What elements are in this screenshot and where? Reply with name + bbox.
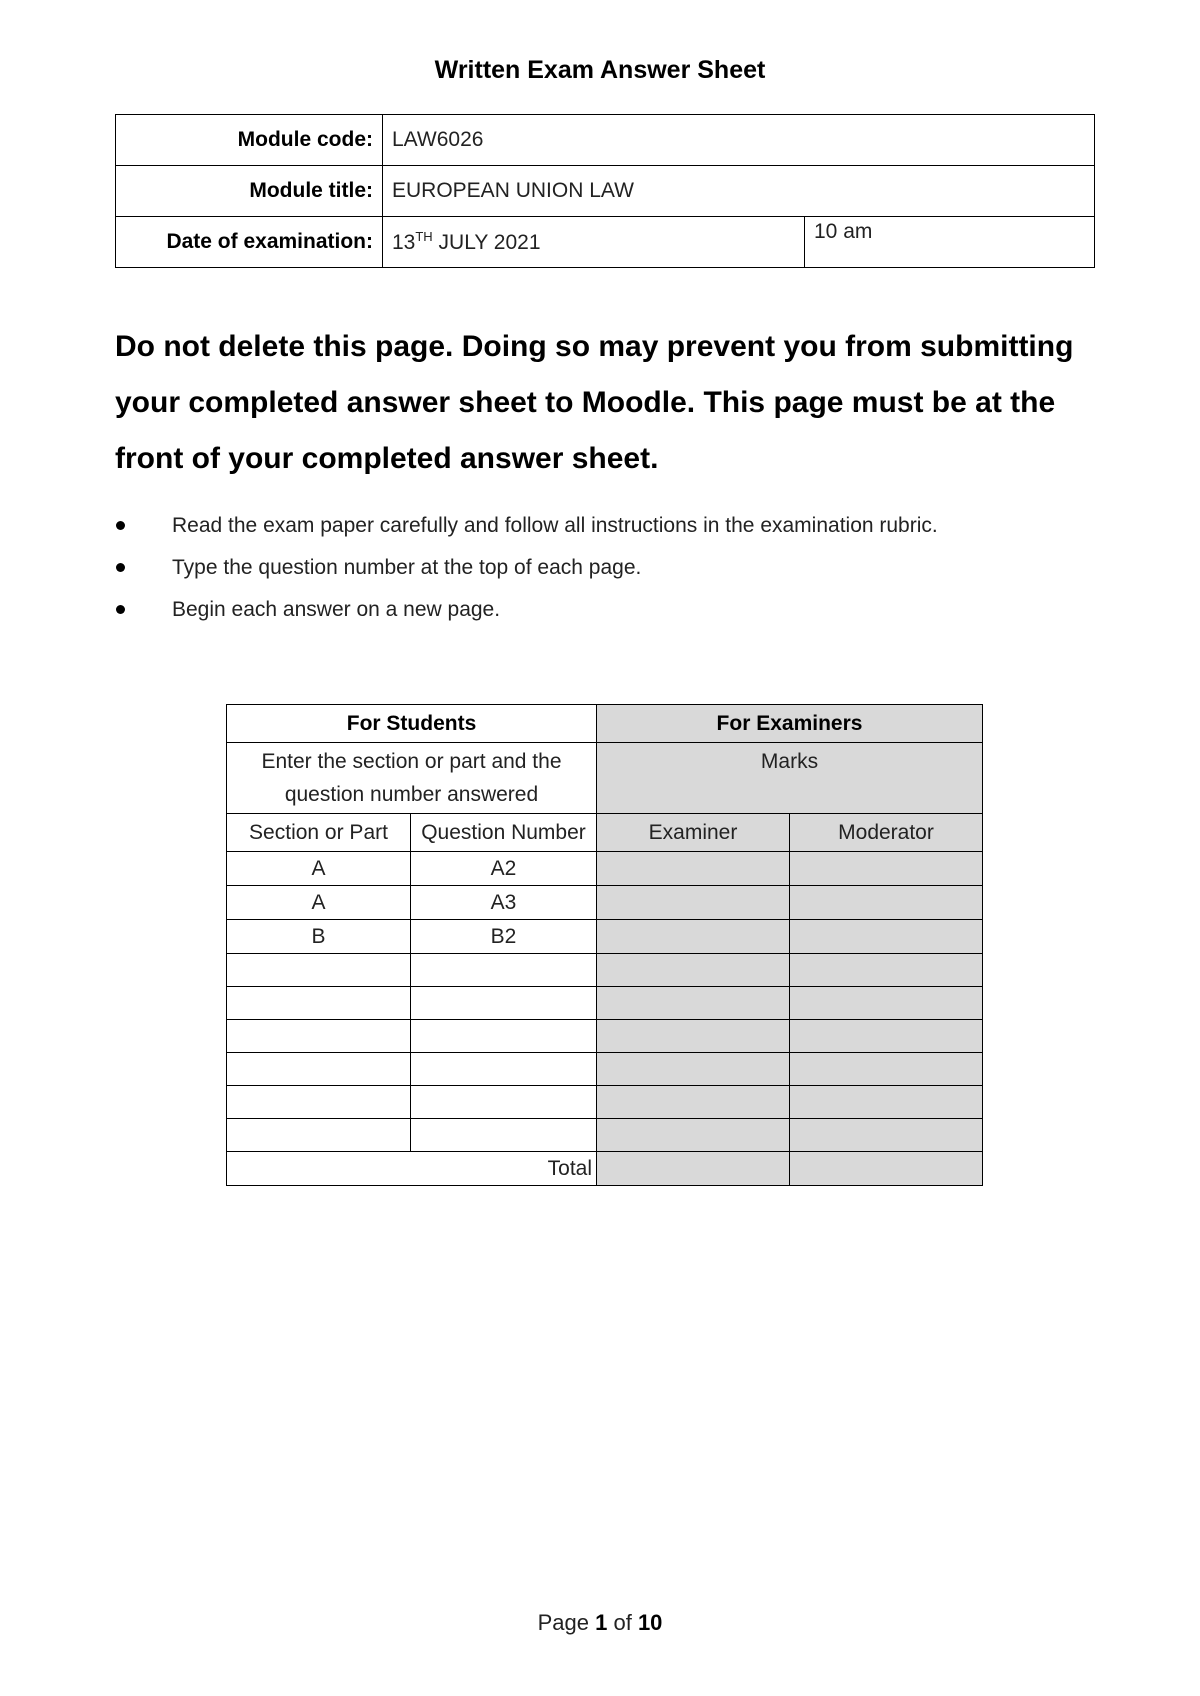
examiner-mark-cell [597, 852, 790, 886]
bullet-icon [116, 605, 125, 614]
moderator-mark-cell [790, 852, 983, 886]
total-row [227, 1152, 983, 1186]
exam-date-day: 13 [392, 231, 416, 254]
warning-notice: Do not delete this page. Doing so may prevent you from submitting your completed answer sheet to Moodle. This page must be at the front of your completed answer sheet. [115, 330, 1074, 475]
table-row [227, 954, 983, 987]
instruction-text: Begin each answer on a new page. [172, 598, 501, 621]
section-cell[interactable]: A [227, 852, 411, 886]
page-number [0, 1610, 1200, 1636]
table-row [227, 1020, 983, 1053]
current-page: 1 [595, 1610, 608, 1635]
section-cell[interactable]: B [227, 920, 411, 954]
question-cell[interactable] [411, 1053, 597, 1086]
total-label: Total [227, 1152, 597, 1186]
question-cell[interactable]: A3 [411, 886, 597, 920]
table-row [227, 920, 983, 954]
module-code-label: Module code: [116, 115, 383, 166]
question-cell[interactable] [411, 1119, 597, 1152]
moderator-total-cell [790, 1152, 983, 1186]
examiner-mark-cell [597, 1086, 790, 1119]
question-cell[interactable] [411, 987, 597, 1020]
question-cell[interactable] [411, 1020, 597, 1053]
page-title: Written Exam Answer Sheet [434, 56, 766, 84]
moderator-mark-cell [790, 954, 983, 987]
bullet-icon [116, 521, 125, 530]
table-row [227, 1119, 983, 1152]
marks-label: Marks [597, 743, 983, 814]
section-cell[interactable]: A [227, 886, 411, 920]
instruction-item [115, 505, 1095, 547]
table-row [227, 886, 983, 920]
instruction-text: Type the question number at the top of each page. [172, 556, 642, 579]
exam-time-value: 10 am [805, 217, 1095, 268]
col-examiner-header: Examiner [597, 814, 790, 852]
moderator-mark-cell [790, 1053, 983, 1086]
exam-date-suffix: TH [415, 229, 433, 244]
section-cell[interactable] [227, 1053, 411, 1086]
examiner-mark-cell [597, 1119, 790, 1152]
examiner-mark-cell [597, 1020, 790, 1053]
examiner-mark-cell [597, 920, 790, 954]
table-row [227, 1053, 983, 1086]
instruction-item [115, 589, 1095, 631]
exam-date-label: Date of examination: [116, 217, 383, 268]
question-cell[interactable] [411, 954, 597, 987]
module-info-table [115, 114, 1095, 268]
examiner-mark-cell [597, 954, 790, 987]
bullet-icon [116, 563, 125, 572]
question-cell[interactable] [411, 1086, 597, 1119]
question-cell[interactable]: B2 [411, 920, 597, 954]
examiner-mark-cell [597, 1053, 790, 1086]
total-pages: 10 [637, 1610, 663, 1635]
section-cell[interactable] [227, 1119, 411, 1152]
moderator-mark-cell [790, 920, 983, 954]
module-title-value: EUROPEAN UNION LAW [383, 166, 1095, 217]
examiner-total-cell [597, 1152, 790, 1186]
examiner-mark-cell [597, 987, 790, 1020]
instruction-item [115, 547, 1095, 589]
section-cell[interactable] [227, 987, 411, 1020]
page-word: Page [537, 1610, 589, 1635]
section-cell[interactable] [227, 1020, 411, 1053]
module-title-label: Module title: [116, 166, 383, 217]
col-question-header: Question Number [411, 814, 597, 852]
table-row [227, 1086, 983, 1119]
table-row [227, 852, 983, 886]
moderator-mark-cell [790, 1020, 983, 1053]
moderator-mark-cell [790, 886, 983, 920]
for-students-header: For Students [227, 705, 597, 743]
module-code-value: LAW6026 [383, 115, 1095, 166]
students-note: Enter the section or part and the question number answered [227, 743, 597, 814]
col-section-header: Section or Part [227, 814, 411, 852]
moderator-mark-cell [790, 987, 983, 1020]
examiner-mark-cell [597, 886, 790, 920]
moderator-mark-cell [790, 1119, 983, 1152]
exam-date-value [383, 217, 805, 268]
of-word: of [613, 1610, 632, 1635]
section-cell[interactable] [227, 954, 411, 987]
instruction-text: Read the exam paper carefully and follow all instructions in the examination rubric. [172, 514, 938, 537]
exam-date-rest: JULY 2021 [432, 231, 541, 254]
moderator-mark-cell [790, 1086, 983, 1119]
instruction-list [115, 505, 1095, 631]
question-cell[interactable]: A2 [411, 852, 597, 886]
for-examiners-header: For Examiners [597, 705, 983, 743]
marks-table [226, 704, 983, 1186]
table-row [227, 987, 983, 1020]
col-moderator-header: Moderator [790, 814, 983, 852]
section-cell[interactable] [227, 1086, 411, 1119]
